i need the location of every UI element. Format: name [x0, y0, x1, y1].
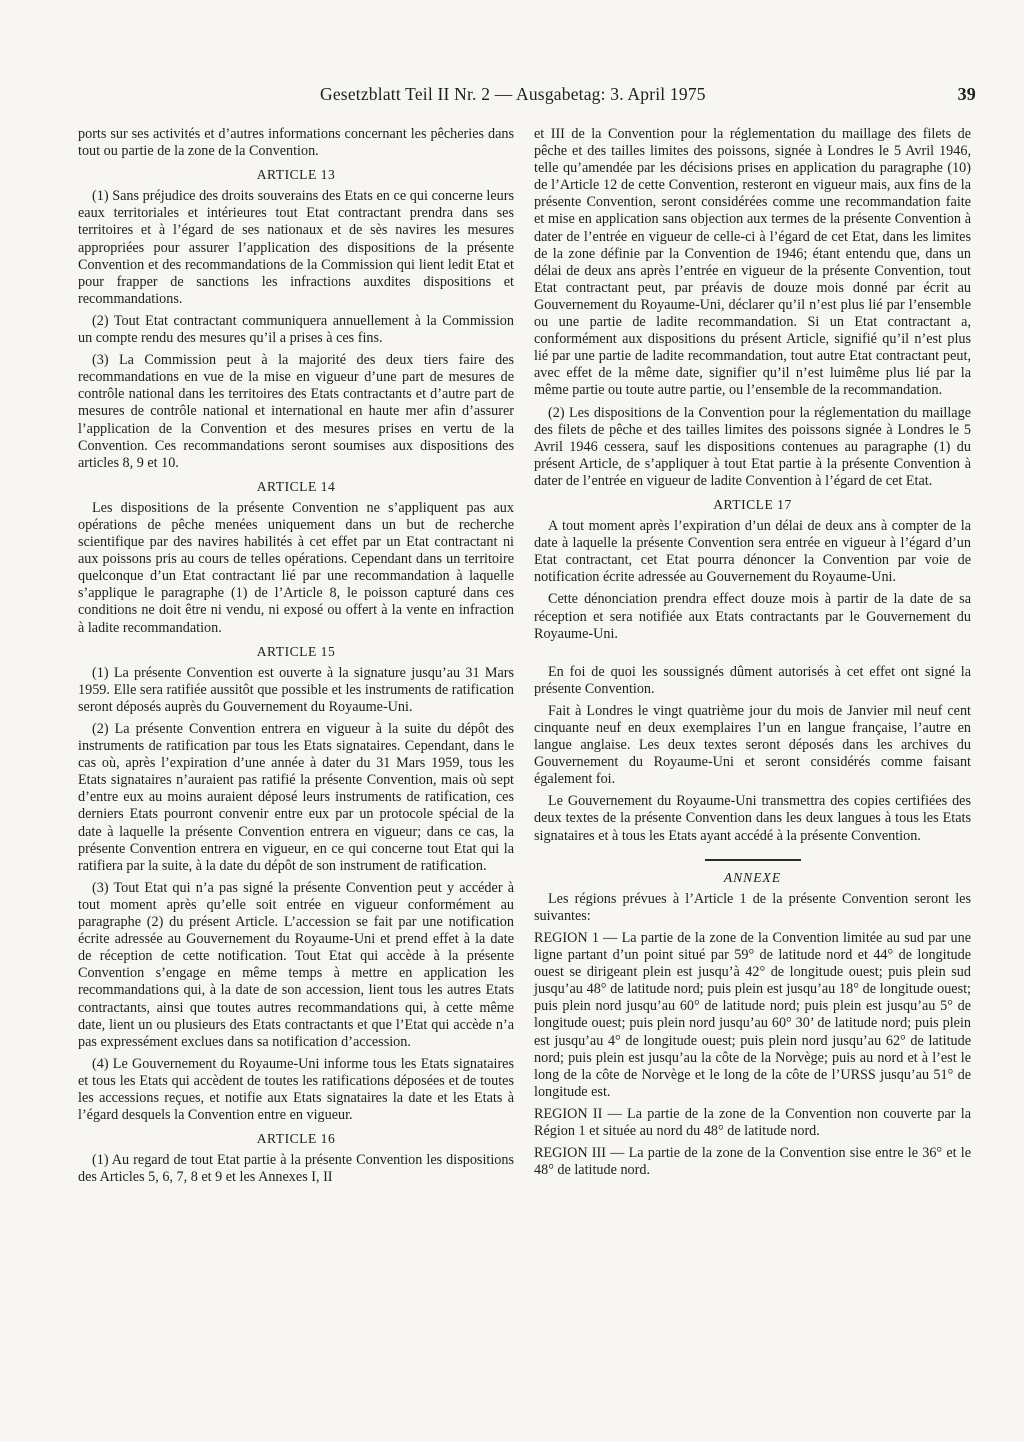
annex-heading: ANNEXE: [723, 869, 782, 885]
annex-intro: Les régions prévues à l’Article 1 de la présente Convention seront les suivantes:: [534, 890, 971, 924]
article-15-paragraph-2: (2) La présente Convention entrera en vigueur à la suite du dépôt des instruments de ratification par tous les Etats signataires. Cependant, dans le cas où, après l’expiration d’une année à dater du 31 Mars 1959, tous les Etats signataires n’auraient pas ratifié la présente Convention, mais où sept d’entre eux au moins auraient déposé leurs instruments de ratification, ces derniers Etats pourront convenir entre eux par un protocole spécial de la date à laquelle la présente Convention entrera en vigueur; dans ce cas, la présente Convention entrera en vigueur, en ce qui concerne tout Etat qui la ratifiera par la suite, à la date du dépôt de son instrument de ratification.: [78, 721, 514, 874]
page-header: [70, 84, 976, 110]
article-14-heading: ARTICLE 14: [256, 478, 336, 494]
left-column: [78, 126, 514, 1186]
closing-paragraph-3: Le Gouvernement du Royaume-Uni transmettra des copies certifiées des deux textes de la présente Convention dans les deux langues à tous les Etats signataires et à tous les Etats ayant accédé à la présente Convention.: [534, 793, 971, 844]
region-2-definition: REGION II — La partie de la zone de la Convention non couverte par la Région 1 et située au nord du 48° de latitude nord.: [534, 1105, 971, 1139]
page-number: 39: [957, 84, 976, 104]
article-15-paragraph-3: (3) Tout Etat qui n’a pas signé la présente Convention peut y accéder à tout moment après qu’elle soit entrée en vigueur conformément au paragraphe (2) du présent Article. L’accession se fait par une notification écrite adressée au Gouvernement du Royaume-Uni et prend effet à la date de réception de cette notification. Tout Etat qui accède à la présente Convention s’engage en même temps à mettre en application les recommandations qui, à la date de son accession, lient tous les autres Etats contractants, ainsi que toutes autres recommandations qui, à cette même date, lient un ou plusieurs des Etats contractants et que l’Etat qui accède n’a pas expressément exclues dans sa notification d’accession.: [78, 879, 514, 1050]
article-15-paragraph-4: (4) Le Gouvernement du Royaume-Uni informe tous les Etats signataires et tous les Etats qui accèdent de toutes les ratifications déposées et de toutes les accessions reçues, et notifie aux Etats signataires la date et les Etats à l’égard desquels la Convention entre en vigueur.: [78, 1055, 514, 1124]
article-16-paragraph-1-continued: et III de la Convention pour la réglementation du maillage des filets de pêche et des tailles limites des poissons, signée à Londres le 5 Avril 1946, telle qu’amendée par les décisions prises en application du paragraphe (10) de l’Article 12 de cette Convention, resteront en vigueur mais, aux fins de la présente Convention, seront considérées comme une recommandation faite et mise en application sans objection aux termes de la présente Convention à dater de l’entrée en vigueur de celle-ci à l’égard de cet Etat, dans les limites de la zone définie par la Convention de 1946; étant entendu que, dans un délai de deux ans après l’entrée en vigueur de la présente Convention, tout Etat contractant peut, par préavis de douze mois donné par écrit au Gouvernement du Royaume-Uni, déclarer qu’il n’est plus lié par l’ensemble ou une partie de ladite recommandation. Si un Etat contractant a, conformément aux dispositions du présent Article, signifié qu’il n’est plus lié par une partie de ladite recommandation, tout autre Etat contractant peut, avec effet de la même date, signifier qu’il n’est luimême plus lié par la même partie ou toute autre partie, ou l’ensemble de la recommandation.: [534, 126, 971, 399]
article-13-paragraph-1: (1) Sans préjudice des droits souverains des Etats en ce qui concerne leurs eaux territoriales et intérieures tout Etat contractant prendra dans ses territoires et à l’égard de ses nationaux et de sès navires les mesures appropriées pour assurer l’application des dispositions de la présente Convention et des recommandations de la Commission qui lient ledit Etat et pour frapper de sanctions les infractions auxdites dispositions et recommandations.: [78, 188, 514, 307]
region-3-definition: REGION III — La partie de la zone de la Convention sise entre le 36° et le 48° de latitude nord.: [534, 1145, 971, 1179]
article-17-paragraph-1: A tout moment après l’expiration d’un délai de deux ans à compter de la date à laquelle la présente Convention sera entrée en vigueur à l’égard d’un Etat contractant, cet Etat pourra dénoncer la Convention par voie de notification écrite adressée au Gouvernement du Royaume-Uni.: [534, 518, 971, 586]
article-15-paragraph-1: (1) La présente Convention est ouverte à la signature jusqu’au 31 Mars 1959. Elle sera ratifiée aussitôt que possible et les instruments de ratification seront déposés auprès du Gouvernement du Royaume-Uni.: [78, 664, 514, 715]
article-16-paragraph-1-start: (1) Au regard de tout Etat partie à la présente Convention les dispositions des Articles 5, 6, 7, 8 et 9 et les Annexes I, II: [78, 1152, 514, 1186]
article-17-paragraph-2: Cette dénonciation prendra effect douze mois à partir de la date de sa réception et sera notifiée aux Etats contractants par le Gouvernement du Royaume-Uni.: [534, 591, 971, 642]
article-16-paragraph-2: (2) Les dispositions de la Convention pour la réglementation du maillage des filets de pêche et des tailles limites des poissons signée à Londres le 5 Avril 1946 cessera, sauf les dispositions contenues au paragraphe (1) du présent Article, de s’appliquer à tout Etat partie à la présente Convention à dater de l’entrée en vigueur de ladite Convention à l’égard de cet Etat.: [534, 404, 971, 489]
region-1-definition: REGION 1 — La partie de la zone de la Convention limitée au sud par une ligne partant d’un point situé par 59° de latitude nord et 44° de longitude ouest se dirigeant plein est jusqu’à 42° de longitude ouest; puis plein sud jusqu’au 48° de latitude nord; puis plein est jusqu’au 18° de longitude ouest; puis plein nord jusqu’au 60° de latitude nord; puis plein est jusqu’au 5° de longitude ouest; puis plein nord jusqu’au 60° 30’ de latitude nord; puis plein est jusqu’au 4° de longitude ouest; puis plein nord jusqu’au 62° de latitude nord; puis plein est jusqu’au la côte de la Norvège; puis au nord et à l’est le long de la côte de Norvège et le long de la côte de l’URSS jusqu’au 51° de longitude est.: [534, 929, 971, 1100]
continued-paragraph: ports sur ses activités et d’autres informations concernant les pêcheries dans tout ou partie de la zone de la Convention.: [78, 126, 514, 160]
article-15-heading: ARTICLE 15: [256, 643, 336, 659]
right-column: [534, 126, 971, 1184]
closing-paragraph-2: Fait à Londres le vingt quatrième jour du mois de Janvier mil neuf cent cinquante neuf en deux exemplaires l’un en langue française, l’autre en langue anglaise. Les deux textes seront déposés dans les archives du Gouvernement du Royaume-Uni et seront considérés comme faisant également foi.: [534, 702, 971, 788]
article-13-heading: ARTICLE 13: [256, 167, 336, 183]
spacer: [534, 648, 971, 664]
section-divider: [705, 859, 801, 861]
article-17-heading: ARTICLE 17: [713, 496, 792, 512]
article-16-heading: ARTICLE 16: [256, 1131, 336, 1147]
gazette-title: Gesetzblatt Teil II Nr. 2 — Ausgabetag: 3. April 1975: [320, 84, 706, 104]
closing-paragraph-1: En foi de quoi les soussignés dûment autorisés à cet effet ont signé la présente Convention.: [534, 663, 971, 697]
article-13-paragraph-3: (3) La Commission peut à la majorité des deux tiers faire des recommandations en vue de la mise en vigueur d’une part de mesures de contrôle national dans les territoires des Etats contractants et d’autre part de mesures de contrôle national et international en haute mer afin d’assurer l’application de la Convention et des mesures prises en vertu de la Convention. Ces recommandations seront soumises aux dispositions des articles 8, 9 et 10.: [78, 352, 514, 471]
article-13-paragraph-2: (2) Tout Etat contractant communiquera annuellement à la Commission un compte rendu des mesures qu’il a prises à ces fins.: [78, 312, 514, 347]
article-14-paragraph-1: Les dispositions de la présente Convention ne s’appliquent pas aux opérations de pêche menées uniquement dans un but de recherche scientifique par des navires habilités à cet effet par un Etat contractant ni aux poissons pris au cours de telles opérations. Cependant dans un territoire quelconque d’un Etat contractant lié par une recommandation à laquelle s’applique le paragraphe (1) de l’Article 8, le poisson capturé dans ces conditions ne doit être ni vendu, ni exposé ou offert à la vente en infraction à ladite recommandation.: [78, 499, 514, 636]
